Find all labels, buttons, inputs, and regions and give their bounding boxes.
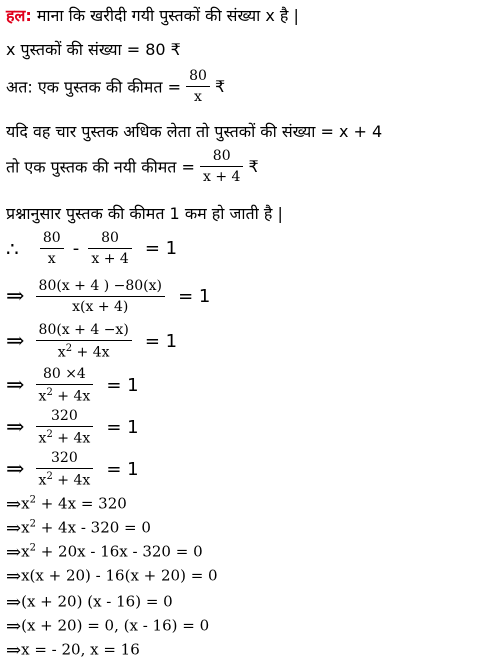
final-step-5: ⇒(x + 20) (x - 16) = 0 — [6, 592, 173, 613]
price-fraction — [186, 68, 210, 105]
final-step-3: $\Rightarrow x^2 + 20x - 16x - 320 = 0$ — [6, 542, 203, 563]
fraction-denominator: $x^2 + 4x$ — [38, 387, 91, 405]
fraction-denominator: x — [194, 89, 202, 106]
fraction-numerator: 80(x + 4 ) −80(x) — [36, 278, 165, 297]
final-step-7: ⇒x = - 20, x = 16 — [6, 640, 140, 661]
equation-step-3 — [6, 322, 177, 361]
fraction-denominator: x — [47, 251, 56, 268]
minus-sign: - — [72, 238, 80, 260]
implies-arrow: ⇒ — [6, 640, 22, 661]
equation-step-4 — [6, 366, 139, 405]
fraction — [36, 450, 94, 489]
therefore-symbol: ∴ — [6, 236, 19, 261]
implies-arrow: ⇒ — [6, 592, 22, 613]
equation-step-1 — [6, 230, 177, 267]
fraction-numerator: 80 — [200, 148, 243, 167]
fraction-numerator: 80 — [88, 230, 131, 249]
fraction-numerator: 80(x + 4 −x) — [36, 322, 132, 341]
fraction-denominator: $x^2 + 4x$ — [38, 429, 91, 447]
intro-line-5 — [6, 148, 259, 185]
intro-text-1: माना कि खरीदी गयी पुस्तकों की संख्या x है | — [36, 6, 299, 25]
fraction-numerator: 80 ×4 — [36, 366, 94, 385]
equation-rhs: = 1 — [144, 330, 178, 352]
implies-arrow: ⇒ — [6, 414, 25, 440]
fraction-numerator: 320 — [36, 408, 94, 427]
fraction-left — [40, 230, 64, 267]
intro-text-3: अत: एक पुस्तक की कीमत = — [6, 77, 181, 97]
implies-arrow: ⇒ — [6, 494, 22, 515]
implies-arrow: ⇒ — [6, 616, 22, 637]
intro-line-3 — [6, 68, 225, 105]
fraction — [36, 408, 94, 447]
fraction-numerator: 80 — [186, 68, 210, 87]
final-step-1: $\Rightarrow x^2 + 4x = 320$ — [6, 494, 127, 515]
intro-line-4: यदि वह चार पुस्तक अधिक लेता तो पुस्तकों की संख्या = x + 4 — [6, 122, 383, 141]
fraction-denominator: x + 4 — [91, 251, 129, 268]
fraction — [36, 366, 94, 405]
equation-step-5 — [6, 408, 139, 447]
implies-arrow: ⇒ — [6, 518, 22, 539]
fraction — [36, 278, 165, 315]
intro-line-1 — [6, 4, 299, 26]
intro-line-2: x पुस्तकों की संख्या = 80 ₹ — [6, 40, 181, 59]
final-step-2: $\Rightarrow x^2 + 4x - 320 = 0$ — [6, 518, 151, 539]
equation-rhs: = 1 — [106, 416, 139, 438]
intro-text-5: तो एक पुस्तक की नयी कीमत = — [6, 157, 195, 177]
rupee-symbol: ₹ — [215, 77, 226, 97]
equation-rhs: = 1 — [106, 374, 139, 396]
implies-arrow: ⇒ — [6, 372, 25, 398]
implies-arrow: ⇒ — [6, 456, 25, 482]
new-price-fraction — [200, 148, 243, 185]
final-step-4: ⇒x(x + 20) - 16(x + 20) = 0 — [6, 566, 218, 587]
implies-arrow: ⇒ — [6, 328, 25, 354]
fraction-denominator: $x^2 + 4x$ — [57, 343, 110, 361]
fraction-denominator: $x^2 + 4x$ — [38, 471, 91, 489]
implies-arrow: ⇒ — [6, 566, 22, 587]
equation-rhs: = 1 — [144, 238, 178, 260]
solution-label: हल: — [6, 6, 32, 25]
equation-rhs: = 1 — [178, 286, 211, 308]
rupee-symbol: ₹ — [248, 157, 259, 177]
fraction-denominator: x + 4 — [203, 169, 241, 186]
implies-arrow: ⇒ — [6, 284, 25, 310]
fraction-numerator: 80 — [40, 230, 64, 249]
equation-step-2 — [6, 278, 210, 315]
equation-rhs: = 1 — [106, 458, 139, 480]
intro-line-6: प्रश्नानुसार पुस्तक की कीमत 1 कम हो जाती है | — [6, 204, 283, 223]
final-step-6: ⇒(x + 20) = 0, (x - 16) = 0 — [6, 616, 210, 637]
fraction-denominator: x(x + 4) — [72, 299, 129, 316]
fraction — [36, 322, 132, 361]
fraction-right — [88, 230, 131, 267]
fraction-numerator: 320 — [36, 450, 94, 469]
implies-arrow: ⇒ — [6, 542, 22, 563]
equation-step-6 — [6, 450, 139, 489]
